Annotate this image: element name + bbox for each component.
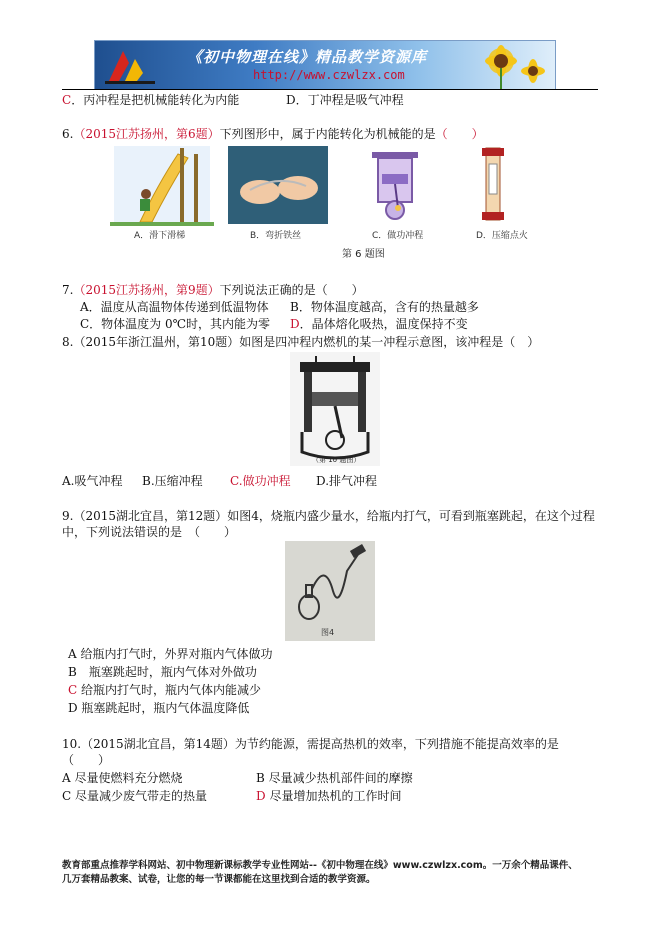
q8-option-d: D.排气冲程 [316, 474, 378, 488]
slide-illustration [110, 146, 214, 226]
q6-caption-a: A．滑下滑梯 [134, 231, 186, 241]
site-banner [94, 40, 556, 90]
banner-url[interactable]: http://www.czwlzx.com [253, 68, 405, 82]
q6-figure [110, 144, 540, 264]
q8-figure-label: （第 10 题图） [312, 456, 361, 464]
q6-stem [62, 126, 484, 142]
q7-option-d [290, 316, 468, 332]
q9-option-a: A 给瓶内打气时，外界对瓶内气体做功 [68, 647, 273, 661]
q8-option-c [230, 473, 291, 489]
q7-number: 7. [62, 283, 74, 297]
q9-option-c-text: 给瓶内打气时，瓶内气体内能减少 [77, 683, 262, 697]
q7-option-d-letter: D [290, 317, 300, 331]
q5-option-d: D．丁冲程是吸气冲程 [286, 93, 404, 107]
q6-caption-c: C．做功冲程 [372, 231, 424, 241]
footer-line-1: 教育部重点推荐学科网站、初中物理新课标教学专业性网站--《初中物理在线》www.czwlzx.com。一万余个精品课件、 [62, 860, 578, 871]
q5-option-c-letter: C [62, 93, 72, 107]
q10-option-b: B 尽量减少热机部件间的摩擦 [256, 771, 413, 785]
q5-option-c [62, 92, 239, 108]
q9-stem-line1: 9.（2015湖北宜昌，第12题）如图4，烧瓶内盛少量水，给瓶内打气，可看到瓶塞跳起，在这个过程 [62, 509, 595, 523]
q6-figure-label: 第 6 题图 [342, 249, 385, 260]
q6-caption-b: B．弯折铁丝 [250, 231, 302, 241]
q7-stem-text: 下列说法正确的是（ ） [219, 283, 364, 297]
q8-engine-figure [290, 352, 380, 466]
sunflower-icon [471, 41, 551, 89]
site-logo-icon [101, 45, 161, 85]
q10-option-d-letter: D [256, 789, 266, 803]
q9-flask-figure [285, 541, 375, 641]
banner-title: 《初中物理在线》精品教学资源库 [187, 48, 428, 66]
compression-ignition-photo [460, 146, 530, 224]
q10-option-d [256, 788, 401, 804]
q10-stem-line1: 10.（2015湖北宜昌，第14题）为节约能源，需提高热机的效率，下列措施不能提高效率的是 [62, 737, 559, 751]
q7-option-b: B．物体温度越高，含有的热量越多 [290, 300, 479, 314]
q10-option-c: C 尽量减少废气带走的热量 [62, 789, 207, 803]
q8-option-a: A.吸气冲程 [62, 474, 123, 488]
q9-option-d: D 瓶塞跳起时，瓶内气体温度降低 [68, 701, 250, 715]
q10-option-d-text: 尽量增加热机的工作时间 [265, 789, 402, 803]
q7-option-d-text: ．晶体熔化吸热，温度保持不变 [299, 317, 468, 331]
q8-option-b: B.压缩冲程 [142, 474, 203, 488]
q7-stem [62, 282, 364, 298]
q9-stem-line2: 中，下列说法错误的是 （ ） [62, 525, 237, 539]
power-stroke-diagram [350, 146, 440, 224]
q10-stem-line2: （ ） [62, 753, 111, 767]
q9-figure-label: 图4 [321, 628, 335, 637]
q9-option-c [68, 682, 261, 698]
q6-stem-text: 下列图形中，属于内能转化为机械能的是 [219, 127, 436, 141]
q9-option-c-letter: C [68, 683, 78, 697]
q8-option-c-text: C.做功冲程 [230, 474, 291, 488]
page-footer [62, 859, 602, 887]
q6-source: （2015江苏扬州，第6题） [73, 127, 220, 141]
q5-option-c-text: ．丙冲程是把机械能转化为内能 [71, 93, 240, 107]
bending-wire-photo [228, 146, 328, 224]
header-rule [62, 89, 598, 90]
q6-paren: （ ） [435, 127, 484, 141]
q7-option-a: A．温度从高温物体传递到低温物体 [80, 300, 269, 314]
q6-number: 6. [62, 127, 74, 141]
q10-option-a: A 尽量使燃料充分燃烧 [62, 771, 183, 785]
q7-option-c: C．物体温度为 0℃时，其内能为零 [80, 317, 271, 331]
q9-option-b: B 瓶塞跳起时，瓶内气体对外做功 [68, 665, 257, 679]
q6-caption-d: D．压缩点火 [476, 231, 528, 241]
q8-stem: 8.（2015年浙江温州，第10题）如图是四冲程内燃机的某一冲程示意图，该冲程是（ ） [62, 335, 540, 349]
footer-line-2: 几万套精品教案、试卷，让您的每一节课都能在这里找到合适的教学资源。 [62, 874, 376, 885]
q7-source: （2015江苏扬州，第9题） [73, 283, 220, 297]
